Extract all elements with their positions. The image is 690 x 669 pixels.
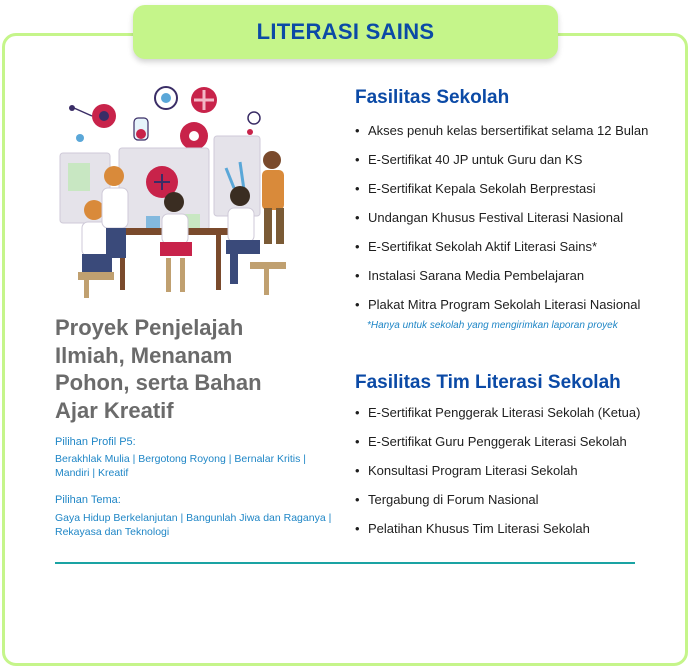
profile-text: Berakhlak Mulia | Bergotong Royong | Bernalar Kritis | Mandiri | Kreatif: [55, 453, 306, 479]
list-item-text: E-Sertifikat 40 JP untuk Guru dan KS: [368, 152, 583, 167]
list-item-text: Undangan Khusus Festival Literasi Nasional: [368, 210, 624, 225]
list-item-text: Tergabung di Forum Nasional: [368, 492, 539, 507]
list-item-text: Instalasi Sarana Media Pembelajaran: [368, 268, 585, 283]
page-title-banner: [133, 5, 558, 59]
list-item-text: E-Sertifikat Guru Penggerak Literasi Sekolah: [368, 434, 627, 449]
list-item: [355, 123, 648, 138]
divider: [55, 562, 635, 564]
fasilitas-tim-heading: Fasilitas Tim Literasi Sekolah: [355, 372, 621, 393]
bullet: •: [355, 181, 360, 196]
bullet: •: [355, 239, 360, 254]
list-item: [355, 492, 539, 507]
bullet: •: [355, 463, 360, 478]
list-item-text: E-Sertifikat Kepala Sekolah Berprestasi: [368, 181, 596, 196]
footnote: *Hanya untuk sekolah yang mengirimkan laporan proyek: [367, 320, 618, 331]
bullet: •: [355, 492, 360, 507]
list-item-text: Plakat Mitra Program Sekolah Literasi Nasional: [368, 297, 641, 312]
list-item-text: Akses penuh kelas bersertifikat selama 12 Bulan: [368, 123, 649, 138]
theme-label: Pilihan Tema:: [55, 494, 121, 506]
bullet: •: [355, 152, 360, 167]
profile-label: Pilihan Profil P5:: [55, 436, 136, 448]
teacher-figure: [262, 151, 284, 244]
science-students-illustration: [54, 78, 302, 300]
page-title: LITERASI SAINS: [256, 19, 435, 44]
bullet: •: [355, 434, 360, 449]
list-item: [355, 181, 596, 196]
list-item-text: Pelatihan Khusus Tim Literasi Sekolah: [368, 521, 590, 536]
bullet: •: [355, 123, 360, 138]
theme-text: Gaya Hidup Berkelanjutan | Bangunlah Jiwa dan Raganya | Rekayasa dan Teknologi: [55, 512, 332, 538]
bullet: •: [355, 521, 360, 536]
list-item: [355, 434, 627, 449]
list-item-text: E-Sertifikat Sekolah Aktif Literasi Sains*: [368, 239, 598, 254]
list-item: [355, 268, 584, 283]
bullet: •: [355, 297, 360, 312]
bullet: •: [355, 210, 360, 225]
list-item: [355, 297, 640, 312]
list-item: [355, 239, 597, 254]
list-item-text: E-Sertifikat Penggerak Literasi Sekolah (Ketua): [368, 405, 641, 420]
project-title: Proyek Penjelajah Ilmiah, Menanam Pohon, serta Bahan Ajar Kreatif: [55, 315, 262, 423]
fasilitas-sekolah-heading: Fasilitas Sekolah: [355, 87, 510, 108]
list-item: [355, 210, 623, 225]
list-item: [355, 405, 640, 420]
list-item: [355, 521, 590, 536]
list-item-text: Konsultasi Program Literasi Sekolah: [368, 463, 578, 478]
bullet: •: [355, 405, 360, 420]
list-item: [355, 463, 578, 478]
list-item: [355, 152, 582, 167]
bullet: •: [355, 268, 360, 283]
